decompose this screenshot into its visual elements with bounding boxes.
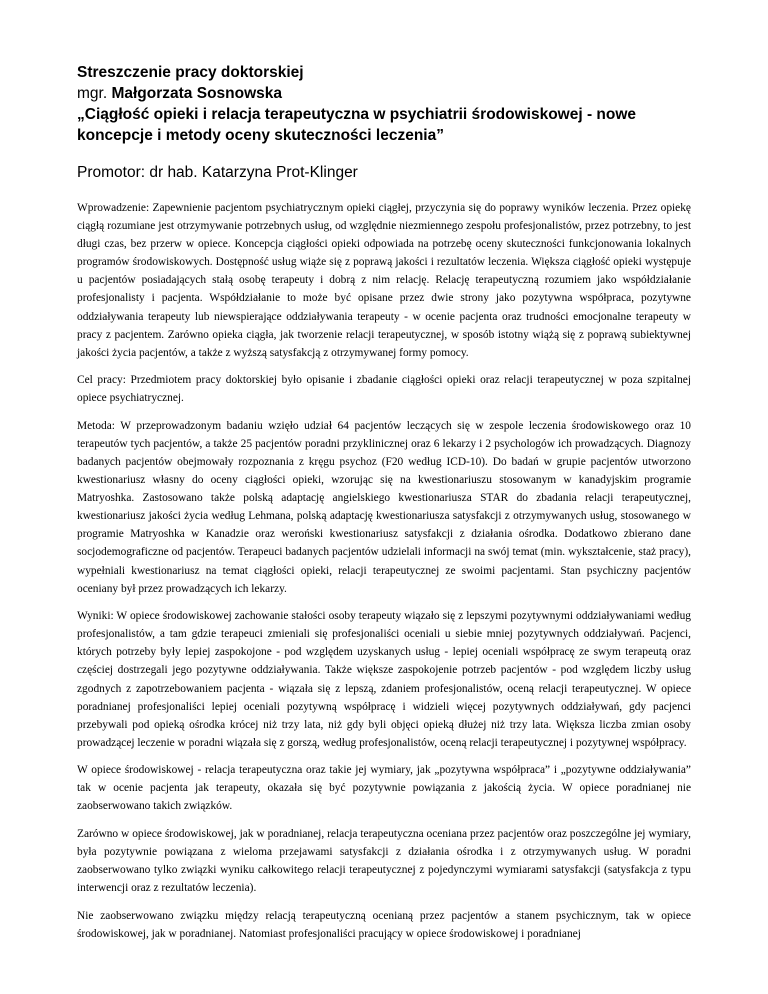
paragraph-results: Wyniki: W opiece środowiskowej zachowanie stałości osoby terapeuty wiązało się z lepszymi pozytywnymi oddziaływaniami według profesjonalistów, a tam gdzie terapeuci zmieniali się profesjonaliści oceniali u siebie mniej pozytywnych oddziaływań. Pacjenci, których potrzeby były lepiej zaspokojone - pod względem uzyskanych usług - lepiej oceniali współpracę ze swym terapeutą oraz częściej dostrzegali jego pozytywne oddziaływania. Także większe zaspokojenie potrzeb pacjentów - pod względem liczby usług zgodnych z zapotrzebowaniem pacjenta - wiązała się z lepszą, zdaniem profesjonalistów, oceną relacji terapeutycznej. W opiece poradnianej profesjonaliści lepiej oceniali pozytywną współpracę i widzieli więcej pozytywnych oddziaływań, gdy pacjenci przebywali pod opieką ośrodka krócej niż trzy lata, niż gdy byli objęci opieką dłużej niż trzy lata. Większa liczba zmian osoby prowadzącej leczenie w poradni wiązała się z gorszą, według profesjonalistów, oceną relacji terapeutycznej i pozytywnej współpracy. [77,610,691,749]
paragraph-results-community: W opiece środowiskowej - relacja terapeutyczna oraz takie jej wymiary, jak „pozytywna współpraca” i „pozytywne oddziaływania” tak w ocenie pacjenta jak terapeuty, okazała się być pozytywnie powiązania z jakością życia. W opiece poradnianej nie zaobserwowano takich związków. [77,764,691,813]
document-title: Streszczenie pracy doktorskiej [77,64,304,81]
author-name: Małgorzata Sosnowska [111,85,283,102]
paragraph-results-mental-state: Nie zaobserwowano związku między relacją terapeutyczną ocenianą przez pacjentów a stanem psychicznym, tak w opiece środowiskowej, jak w poradnianej. Natomiast profesjonaliści pracujący w opiece środowiskowej i poradnianej [77,909,691,940]
document-page [77,62,691,952]
thesis-title: „Ciągłość opieki i relacja terapeutyczna w psychiatrii środowiskowej - nowe koncepcje i metody oceny skuteczności leczenia” [77,106,637,144]
paragraph-aim: Cel pracy: Przedmiotem pracy doktorskiej było opisanie i zbadanie ciągłości opieki oraz relacji terapeutycznej w poza szpitalnej opiece psychiatrycznej. [77,374,691,405]
author-prefix: mgr. [77,85,108,102]
paragraph-results-satisfaction: Zarówno w opiece środowiskowej, jak w poradnianej, relacja terapeutyczna oceniana przez pacjentów oraz poszczególne jej wymiary, była pozytywnie powiązana z wieloma przejawami satysfakcji z działania ośrodka i z otrzymywanych usług. W poradni zaobserwowano tylko związki wyniku całkowitego relacji terapeutycznej z pojedynczymi wymiarami satysfakcji (satysfakcja z typu interwencji oraz z rezultatów leczenia). [77,827,691,895]
paragraph-method: Metoda: W przeprowadzonym badaniu wzięło udział 64 pacjentów leczących się w zespole leczenia środowiskowego oraz 10 terapeutów tych pacjentów, a także 25 pacjentów poradni przyklinicznej oraz 6 lekarzy i 2 psychologów ich prowadzących. Diagnozy badanych pacjentów obejmowały rozpoznania z kręgu psychoz (F20 według ICD-10). Do badań w grupie pacjentów utworzono kwestionariusz własny do oceny ciągłości opieki, wzorując się na kwestionariuszu stosowanym w kanadyjskim programie Matryoshka. Zastosowano także polską adaptację angielskiego kwestionariusza STAR do zbadania relacji terapeutycznej, kwestionariusz jakości życia według Lehmana, polską adaptację kwestionariusza satysfakcji z otrzymywanych usług, stosowanego w programie Matryoshka w Kanadzie oraz weroński kwestionariusz satysfakcji z działania ośrodka. Dodatkowo zbierano dane socjodemograficzne od pacjentów. Terapeuci badanych pacjentów udzielali informacji na swój temat (min. wykształcenie, staż pracy), wypełniali kwestionariusz na temat ciągłości opieki, relacji terapeutycznej ze swoimi pacjentami. Stan psychiczny pacjentów oceniany był przez prowadzących ich lekarzy. [77,419,691,595]
document-header [77,62,691,146]
promotor-line: Promotor: dr hab. Katarzyna Prot-Klinger [77,164,358,181]
paragraph-introduction: Wprowadzenie: Zapewnienie pacjentom psychiatrycznym opieki ciągłej, przyczynia się do poprawy wyników leczenia. Przez opiekę ciągłą rozumiane jest otrzymywanie potrzebnych usług, od względnie niezmiennego zespołu profesjonalistów, przez potrzebny, to jest długi czas, bez przerw w opiece. Koncepcja ciągłości opieki odpowiada na potrzebę oceny skuteczności funkcjonowania lokalnych programów środowiskowych. Dostępność usług wiąże się z poprawą jakości i rezultatów leczenia. Większa ciągłość opieki występuje u pacjentów posiadających stałą osobę terapeuty i dobrą z nim relację. Relację terapeutyczną rozumiem jako współdziałanie profesjonalisty i pacjenta. Współdziałanie to może być opisane przez dwie strony jako pozytywna współpraca, pozytywne oddziaływania terapeuty lub niewspierające oddziaływania terapeuty - w ocenie pacjenta oraz trudności emocjonalne terapeuty w pracy z pacjentem. Zarówno opieka ciągła, jak tworzenie relacji terapeutycznej, w sposób istotny wiążą się z poprawą subiektywnej jakości życia pacjentów, a także z wyższą satysfakcją z otrzymywanej formy pomocy. [77,202,691,359]
